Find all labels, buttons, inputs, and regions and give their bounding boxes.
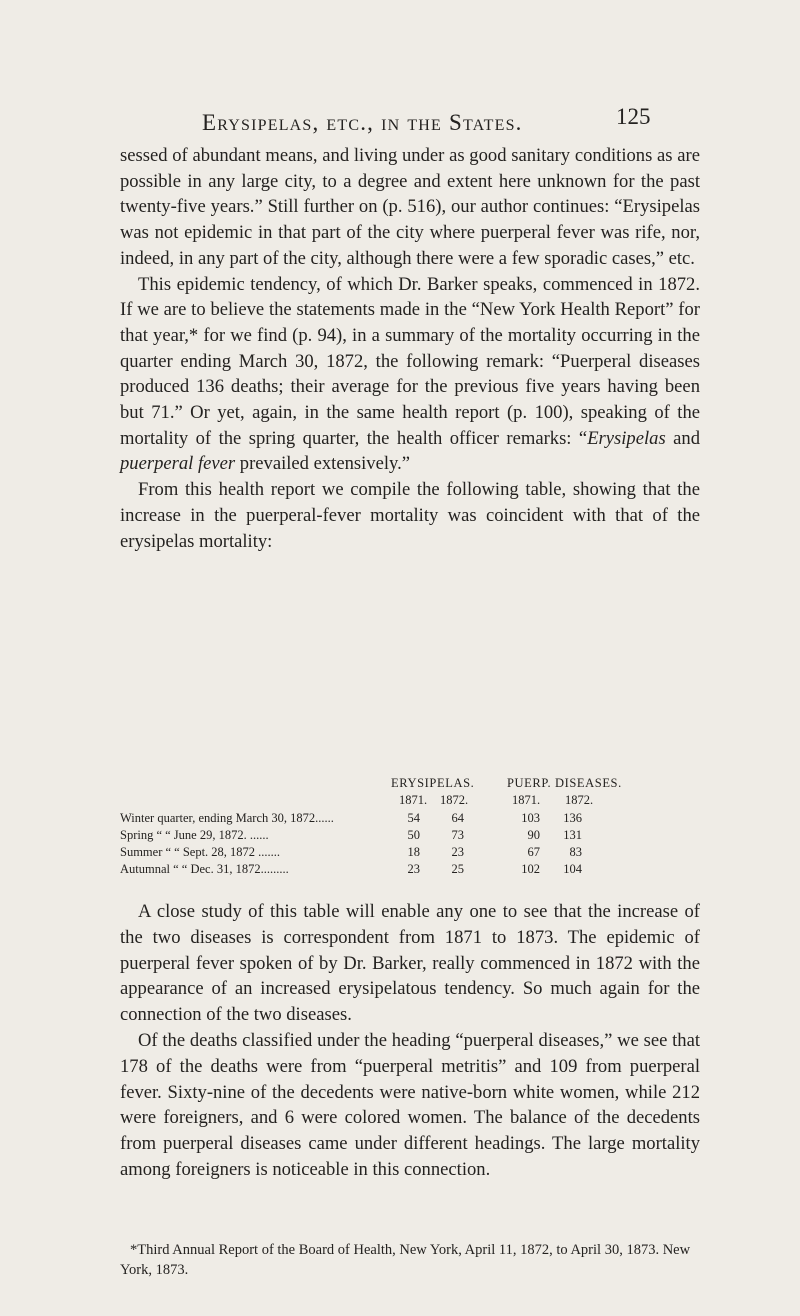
table-row-label: Spring “ “ June 29, 1872. ...... bbox=[120, 828, 269, 842]
table-year-header: 1871. bbox=[399, 793, 428, 807]
page-number: 125 bbox=[616, 104, 651, 129]
table-row-label: Autumnal “ “ Dec. 31, 1872......... bbox=[120, 862, 289, 876]
italic-erysipelas: Erysipelas bbox=[587, 427, 666, 449]
table-cell: 54 bbox=[407, 811, 420, 825]
footnote-text: *Third Annual Report of the Board of Health, New York, April 11, 1872, to April 30, 1873. New York, 1873. bbox=[120, 1242, 691, 1278]
table-cell: 23 bbox=[451, 845, 464, 859]
running-header bbox=[0, 104, 800, 138]
running-header-title: Erysipelas, etc., in the States. bbox=[202, 110, 523, 135]
main-text-lower bbox=[120, 899, 700, 1183]
table-cell: 18 bbox=[407, 845, 420, 859]
table-cell: 104 bbox=[563, 862, 582, 876]
mortality-table bbox=[120, 776, 720, 886]
table-cell: 83 bbox=[569, 845, 582, 859]
paragraph-epidemic-tendency bbox=[120, 272, 700, 478]
table-row-label: Winter quarter, ending March 30, 1872...... bbox=[120, 811, 334, 825]
table-cell: 64 bbox=[451, 811, 464, 825]
table-cell: 102 bbox=[521, 862, 540, 876]
table-group-header-puerperal: PUERP. DISEASES. bbox=[507, 776, 622, 790]
table-cell: 131 bbox=[563, 828, 582, 842]
table-cell: 25 bbox=[451, 862, 464, 876]
table-row-label: Summer “ “ Sept. 28, 1872 ....... bbox=[120, 845, 281, 859]
table-cell: 73 bbox=[451, 828, 464, 842]
paragraph-table-intro: From this health report we compile the following table, showing that the increase in the puerperal-fever mortality was coincident with that of the erysipelas mortality: bbox=[120, 479, 700, 552]
table-year-header: 1871. bbox=[512, 793, 541, 807]
table-cell: 90 bbox=[527, 828, 540, 842]
table-group-header-erysipelas: ERYSIPELAS. bbox=[391, 776, 475, 790]
main-text-upper bbox=[120, 143, 700, 554]
table-cell: 50 bbox=[407, 828, 420, 842]
footnote bbox=[120, 1240, 700, 1280]
paragraph-puerperal-deaths: Of the deaths classified under the heading “puerperal diseases,” we see that 178 of the deaths were from “puerperal metritis” and 109 from puerperal fever. Sixty-nine of the decedents were native-born white women, while 212 were foreigners, and 6 were colored women. The balance of the decedents from puerperal diseases came under different headings. The large mortality among foreigners is noticeable in this connection. bbox=[120, 1029, 700, 1180]
paragraph-text: This epidemic tendency, of which Dr. Barker speaks, commenced in 1872. If we are to believe the statements made in the “New York Health Report” for that year,* for we find (p. 94), in a summary of the mortality occurring in the quarter ending March 30, 1872, the following remark: “Puerperal diseases produced 136 deaths; their average for the previous five years having been but 71.” Or yet, again, in the same health report (p. 100), speaking of the mortality of the spring quarter, the health officer remarks: “ bbox=[120, 273, 700, 449]
italic-puerperal-fever: puerperal fever bbox=[120, 453, 236, 475]
table-year-header: 1872. bbox=[565, 793, 594, 807]
paragraph-table-analysis: A close study of this table will enable any one to see that the increase of the two diseases is correspondent from 1871 to 1873. The epidemic of puerperal fever spoken of by Dr. Barker, really commenced in 1872 with the appearance of an increased erysipelatous tendency. So much again for the connection of the two diseases. bbox=[120, 901, 700, 1026]
table-year-header: 1872. bbox=[440, 793, 469, 807]
paragraph-text: prevailed extensively.” bbox=[235, 453, 410, 475]
table-cell: 23 bbox=[407, 862, 420, 876]
table-cell: 67 bbox=[527, 845, 540, 859]
table-cell: 136 bbox=[563, 811, 582, 825]
table-cell: 103 bbox=[521, 811, 540, 825]
paragraph-continued: sessed of abundant means, and living under as good sanitary conditions as are possible in any large city, to a degree and extent here unknown for the past twenty-five years.” Still further on (p. 516), our author continues: “Erysipelas was not epidemic in that part of the city where puerperal fever was rife, nor, indeed, in any part of the city, although there were a few sporadic cases,” etc. bbox=[120, 145, 700, 269]
paragraph-text: and bbox=[665, 427, 700, 449]
